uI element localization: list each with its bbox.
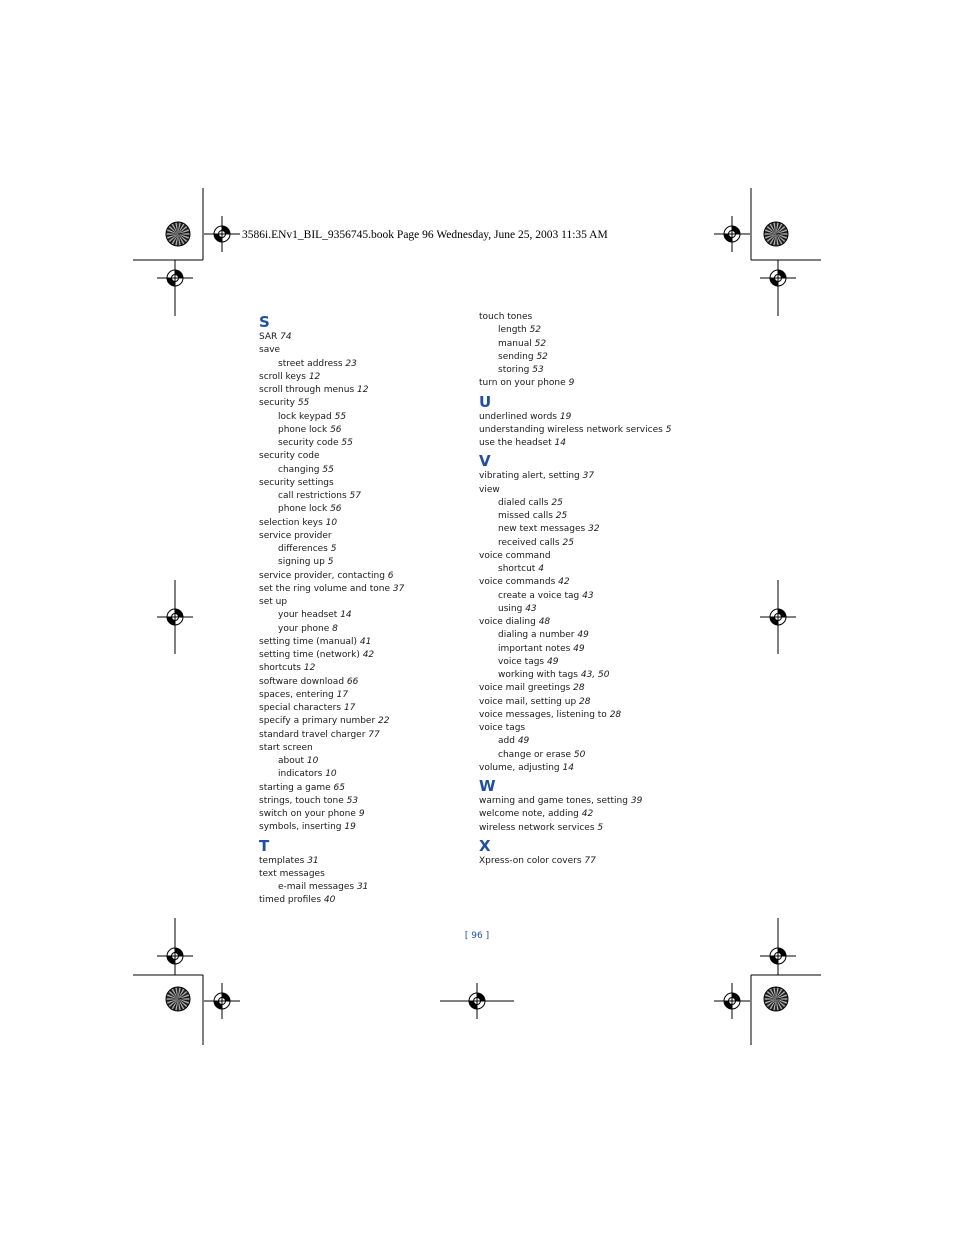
index-term: signing up	[278, 557, 325, 568]
index-term: SAR	[259, 332, 278, 342]
index-subentry	[479, 643, 709, 656]
index-subentry	[259, 623, 474, 636]
index-entry	[259, 808, 474, 821]
index-entry	[259, 477, 474, 490]
index-term: Xpress-on color covers	[479, 855, 582, 866]
index-page-reference: 17	[336, 689, 349, 700]
index-term: templates	[259, 855, 305, 866]
index-letter-heading: U	[479, 392, 492, 411]
index-page-reference: 22	[378, 716, 390, 727]
index-term: standard travel charger	[259, 729, 366, 740]
index-page-reference: 66	[346, 676, 359, 687]
index-page-reference: 10	[325, 769, 337, 780]
index-subentry	[479, 497, 709, 510]
index-subentry	[479, 629, 709, 642]
index-term: start screen	[259, 742, 313, 753]
index-entry	[479, 696, 709, 709]
index-subentry	[479, 603, 709, 616]
index-entry	[479, 411, 709, 424]
index-page-reference: 32	[588, 524, 600, 535]
index-term: spaces, entering	[259, 689, 334, 700]
index-page-reference: 42	[558, 577, 570, 588]
index-term: your phone	[278, 623, 330, 634]
index-entry	[259, 662, 474, 675]
index-page-reference: 31	[356, 882, 369, 892]
index-page-reference: 5	[597, 822, 604, 833]
index-page-reference: 49	[517, 736, 530, 747]
index-term: sending	[498, 351, 534, 362]
index-page-reference: 55	[334, 411, 347, 422]
index-term: turn on your phone	[479, 378, 566, 389]
index-subentry	[479, 351, 709, 364]
index-entry	[259, 715, 474, 728]
index-subentry	[479, 749, 709, 762]
index-entry	[259, 855, 474, 868]
index-entry	[259, 570, 474, 583]
index-term: selection keys	[259, 517, 323, 528]
index-entry	[259, 676, 474, 689]
index-page-reference: 42	[362, 650, 375, 660]
index-page-reference: 53	[346, 795, 359, 806]
index-subentry	[479, 338, 709, 351]
index-page-reference: 5	[330, 544, 337, 554]
index-page-reference: 77	[368, 729, 380, 740]
index-entry	[479, 682, 709, 695]
index-term: text messages	[259, 868, 325, 879]
index-term: about	[278, 756, 304, 766]
index-entry	[259, 649, 474, 662]
index-subentry	[259, 490, 474, 503]
index-entry	[259, 782, 474, 795]
index-letter-heading: S	[259, 313, 270, 331]
index-entry	[259, 450, 474, 463]
index-page-reference: 57	[349, 491, 361, 501]
index-term: underlined words	[479, 411, 557, 422]
index-term: your headset	[278, 610, 338, 621]
index-term: touch tones	[479, 312, 533, 322]
index-subentry	[259, 556, 474, 569]
index-term: starting a game	[259, 782, 331, 793]
index-page-reference: 37	[392, 583, 405, 594]
index-page-reference: 56	[330, 504, 342, 515]
index-page-reference: 12	[308, 371, 321, 382]
index-term: setting time (network)	[259, 650, 360, 660]
index-subentry	[259, 881, 474, 894]
index-page-reference: 43	[582, 590, 594, 601]
index-term: service provider	[259, 530, 332, 541]
index-term: received calls	[498, 537, 560, 548]
index-subentry	[479, 735, 709, 748]
index-column-left	[259, 311, 474, 908]
index-term: security settings	[259, 477, 334, 488]
index-entry	[479, 795, 709, 808]
index-subentry	[479, 364, 709, 377]
index-page-reference: 55	[297, 398, 310, 409]
index-page-reference: 40	[323, 895, 336, 906]
index-page-reference: 49	[573, 643, 585, 654]
index-entry	[479, 437, 709, 450]
index-entry	[259, 530, 474, 543]
index-entry	[259, 795, 474, 808]
index-page-reference: 25	[555, 511, 568, 521]
index-term: e-mail messages	[278, 882, 355, 892]
index-page-reference: 9	[358, 809, 365, 819]
index-letter-heading: V	[479, 452, 491, 471]
index-entry	[479, 722, 709, 735]
index-term: manual	[498, 338, 532, 349]
index-page-reference: 10	[306, 756, 319, 766]
index-page-reference: 74	[280, 332, 292, 342]
index-term: create a voice tag	[498, 590, 580, 601]
index-page-reference: 49	[547, 656, 559, 667]
index-letter-heading: T	[259, 836, 270, 855]
index-term: wireless network services	[479, 822, 595, 833]
index-term: voice tags	[498, 656, 545, 667]
index-term: scroll through menus	[259, 385, 355, 395]
index-term: security code	[278, 438, 339, 448]
index-subentry	[259, 464, 474, 477]
index-term: call restrictions	[278, 491, 347, 501]
index-term: phone lock	[278, 504, 328, 515]
index-term: service provider, contacting	[259, 570, 385, 581]
index-term: important notes	[498, 643, 571, 654]
index-entry	[479, 550, 709, 563]
index-page-reference: 49	[577, 630, 589, 641]
index-term: storing	[498, 365, 530, 375]
index-column-right	[479, 311, 709, 868]
index-page-reference: 5	[665, 424, 672, 435]
index-entry	[259, 596, 474, 609]
index-page-reference: 37	[582, 471, 595, 482]
index-page-reference: 41	[359, 636, 372, 647]
index-subentry	[479, 537, 709, 550]
index-subentry	[259, 411, 474, 424]
index-page-reference: 52	[529, 325, 542, 336]
index-page-reference: 28	[579, 696, 591, 707]
index-page-reference: 4	[538, 564, 544, 574]
page-number: [ 96 ]	[464, 931, 490, 941]
index-term: security code	[259, 451, 320, 462]
index-entry	[259, 742, 474, 755]
index-entry	[259, 868, 474, 881]
index-entry	[479, 470, 709, 483]
index-subentry	[259, 424, 474, 437]
index-subentry	[479, 523, 709, 536]
index-term: special characters	[259, 703, 342, 713]
index-page-reference: 14	[562, 762, 574, 773]
index-page-reference: 43, 50	[580, 670, 610, 680]
index-term: voice tags	[479, 723, 526, 733]
index-term: missed calls	[498, 511, 553, 521]
index-subentry	[479, 669, 709, 682]
index-page-reference: 14	[340, 610, 352, 621]
index-term: save	[259, 345, 281, 356]
index-term: set up	[259, 597, 288, 607]
index-term: view	[479, 484, 500, 495]
index-subentry	[479, 324, 709, 337]
index-letter-heading: W	[479, 777, 496, 795]
index-subentry	[259, 755, 474, 768]
index-subentry	[259, 768, 474, 781]
index-term: switch on your phone	[259, 809, 356, 819]
index-page-reference: 6	[387, 570, 394, 581]
index-subentry	[479, 510, 709, 523]
index-page-reference: 52	[534, 338, 547, 349]
index-term: symbols, inserting	[259, 822, 342, 833]
index-entry	[479, 762, 709, 775]
index-page-reference: 31	[307, 855, 319, 866]
index-entry	[479, 855, 709, 868]
index-term: indicators	[278, 769, 323, 780]
index-term: phone lock	[278, 424, 328, 435]
index-subentry	[259, 543, 474, 556]
index-term: dialed calls	[498, 497, 549, 508]
index-term: warning and game tones, setting	[479, 796, 628, 806]
index-page-reference: 56	[330, 424, 342, 435]
index-subentry	[479, 656, 709, 669]
index-entry	[479, 808, 709, 821]
index-term: scroll keys	[259, 371, 306, 382]
index-term: voice command	[479, 550, 551, 561]
index-term: voice commands	[479, 577, 556, 588]
index-entry	[479, 616, 709, 629]
index-term: differences	[278, 544, 328, 554]
index-term: voice mail, setting up	[479, 696, 577, 707]
index-page-reference: 25	[562, 537, 574, 548]
index-term: voice dialing	[479, 617, 536, 627]
index-page-reference: 10	[325, 517, 338, 528]
index-entry	[259, 371, 474, 384]
index-entry	[259, 689, 474, 702]
index-page-reference: 53	[532, 365, 544, 375]
index-page-reference: 14	[554, 438, 566, 448]
index-term: setting time (manual)	[259, 636, 357, 647]
index-term: add	[498, 736, 515, 747]
index-term: change or erase	[498, 749, 572, 760]
index-term: software download	[259, 676, 345, 687]
index-letter-heading: X	[479, 836, 491, 855]
index-entry	[259, 636, 474, 649]
index-term: using	[498, 603, 523, 614]
index-page-reference: 42	[581, 809, 594, 820]
index-page-reference: 23	[345, 358, 357, 369]
index-term: dialing a number	[498, 630, 575, 641]
index-term: use the headset	[479, 438, 552, 448]
index-entry	[479, 709, 709, 722]
index-term: strings, touch tone	[259, 795, 344, 806]
index-entry	[479, 311, 709, 324]
index-page-reference: 5	[327, 557, 334, 568]
index-term: understanding wireless network services	[479, 424, 663, 435]
index-page-reference: 25	[551, 497, 563, 508]
index-entry	[259, 729, 474, 742]
index-page-reference: 28	[573, 683, 585, 694]
print-slug-header: 3586i.ENv1_BIL_9356745.book Page 96 Wednesday, June 25, 2003 11:35 AM	[242, 229, 608, 241]
index-page-reference: 77	[584, 855, 596, 866]
index-term: changing	[278, 464, 320, 475]
index-page-reference: 12	[303, 663, 316, 674]
index-page-reference: 55	[341, 438, 353, 448]
index-page-reference: 19	[559, 411, 572, 422]
index-page-reference: 12	[357, 385, 369, 395]
index-term: shortcut	[498, 564, 536, 574]
index-page-reference: 65	[333, 782, 345, 793]
index-subentry	[479, 563, 709, 576]
index-subentry	[479, 590, 709, 603]
index-entry	[479, 484, 709, 497]
index-entry	[259, 583, 474, 596]
index-page-reference: 17	[343, 703, 356, 713]
index-term: welcome note, adding	[479, 809, 579, 820]
index-term: set the ring volume and tone	[259, 583, 390, 594]
index-page-reference: 8	[332, 623, 338, 634]
index-subentry	[259, 503, 474, 516]
index-term: specify a primary number	[259, 716, 376, 727]
index-entry	[479, 377, 709, 390]
index-entry	[259, 517, 474, 530]
index-term: street address	[278, 358, 343, 369]
index-entry	[259, 702, 474, 715]
index-term: shortcuts	[259, 663, 301, 674]
index-page-reference: 9	[568, 378, 575, 389]
index-entry	[259, 894, 474, 907]
index-page-reference: 50	[573, 749, 586, 760]
index-entry	[259, 331, 474, 344]
index-term: security	[259, 398, 295, 409]
index-subentry	[259, 609, 474, 622]
index-entry	[259, 344, 474, 357]
index-term: timed profiles	[259, 895, 322, 906]
index-page-reference: 19	[344, 822, 356, 833]
index-page-reference: 48	[538, 617, 551, 627]
index-term: length	[498, 325, 527, 336]
index-page-reference: 43	[525, 603, 537, 614]
index-entry	[479, 576, 709, 589]
index-subentry	[259, 437, 474, 450]
index-term: lock keypad	[278, 411, 332, 422]
index-entry	[479, 424, 709, 437]
index-term: new text messages	[498, 524, 586, 535]
index-page-reference: 52	[536, 351, 548, 362]
index-entry	[259, 384, 474, 397]
index-entry	[259, 397, 474, 410]
index-term: working with tags	[498, 670, 578, 680]
index-term: voice mail greetings	[479, 683, 571, 694]
index-page-reference: 55	[322, 464, 334, 475]
index-entry	[259, 821, 474, 834]
index-page-reference: 28	[609, 709, 622, 720]
index-subentry	[259, 358, 474, 371]
index-page-reference: 39	[630, 796, 643, 806]
index-term: voice messages, listening to	[479, 709, 607, 720]
index-term: vibrating alert, setting	[479, 471, 580, 482]
index-term: volume, adjusting	[479, 762, 560, 773]
index-entry	[479, 822, 709, 835]
